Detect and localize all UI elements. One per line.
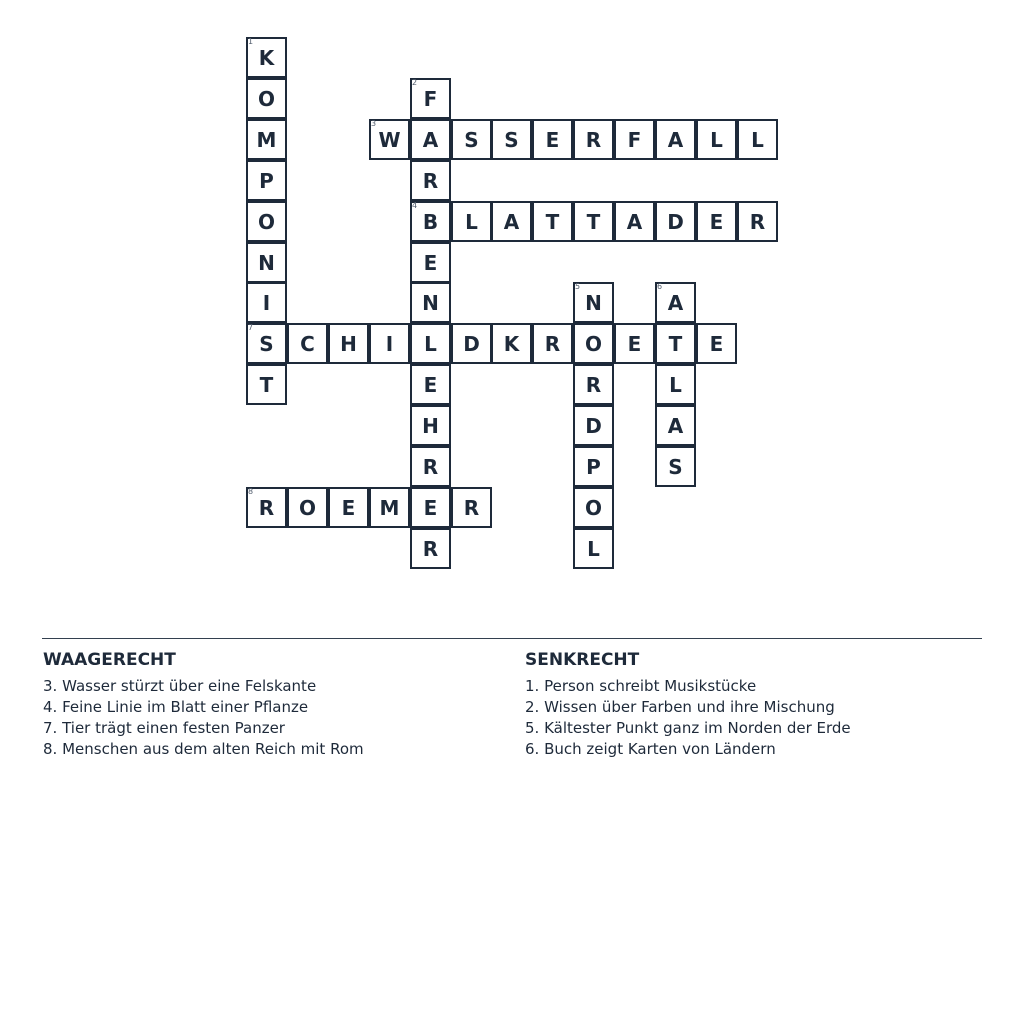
grid-cell-r7-c9[interactable]: E — [614, 323, 655, 364]
grid-cell-r2-c6[interactable]: S — [491, 119, 532, 160]
grid-cell-r4-c8[interactable]: T — [573, 201, 614, 242]
clue-down-6: 6. Buch zeigt Karten von Ländern — [525, 740, 776, 758]
grid-cell-r2-c3[interactable]: W — [369, 119, 410, 160]
grid-cell-r9-c8[interactable]: D — [573, 405, 614, 446]
clue-down-5: 5. Kältester Punkt ganz im Norden der Erde — [525, 719, 851, 737]
down-clues — [525, 650, 851, 760]
grid-cell-r10-c8[interactable]: P — [573, 446, 614, 487]
divider — [42, 638, 982, 639]
grid-cell-r4-c10[interactable]: D — [655, 201, 696, 242]
clue-number-1: 1 — [248, 37, 254, 46]
grid-cell-r4-c5[interactable]: L — [451, 201, 492, 242]
grid-cell-r4-c12[interactable]: R — [737, 201, 778, 242]
grid-cell-r11-c1[interactable]: O — [287, 487, 328, 528]
grid-cell-r7-c6[interactable]: K — [491, 323, 532, 364]
grid-cell-r5-c0[interactable]: N — [246, 242, 287, 283]
clue-across-3: 3. Wasser stürzt über eine Felskante — [43, 677, 317, 695]
clue-number-5: 5 — [575, 282, 581, 291]
clue-number-4: 4 — [412, 201, 418, 210]
clue-number-7: 7 — [248, 323, 254, 332]
clue-across-8: 8. Menschen aus dem alten Reich mit Rom — [43, 740, 364, 758]
grid-cell-r11-c5[interactable]: R — [451, 487, 492, 528]
grid-cell-r6-c8[interactable]: N — [573, 282, 614, 323]
grid-cell-r7-c7[interactable]: R — [532, 323, 573, 364]
grid-cell-r11-c3[interactable]: M — [369, 487, 410, 528]
grid-cell-r7-c10[interactable]: T — [655, 323, 696, 364]
clue-number-3: 3 — [371, 119, 377, 128]
grid-cell-r7-c11[interactable]: E — [696, 323, 737, 364]
grid-cell-r11-c0[interactable]: R — [246, 487, 287, 528]
grid-cell-r9-c4[interactable]: H — [410, 405, 451, 446]
clue-down-1: 1. Person schreibt Musikstücke — [525, 677, 757, 695]
grid-cell-r1-c0[interactable]: O — [246, 78, 287, 119]
grid-cell-r3-c0[interactable]: P — [246, 160, 287, 201]
clue-down-2: 2. Wissen über Farben und ihre Mischung — [525, 698, 835, 716]
grid-cell-r2-c12[interactable]: L — [737, 119, 778, 160]
grid-cell-r5-c4[interactable]: E — [410, 242, 451, 283]
grid-cell-r7-c8[interactable]: O — [573, 323, 614, 364]
grid-cell-r2-c11[interactable]: L — [696, 119, 737, 160]
clue-number-6: 6 — [657, 282, 663, 291]
grid-cell-r7-c0[interactable]: S — [246, 323, 287, 364]
grid-cell-r2-c5[interactable]: S — [451, 119, 492, 160]
grid-cell-r2-c7[interactable]: E — [532, 119, 573, 160]
grid-cell-r2-c4[interactable]: A — [410, 119, 451, 160]
grid-cell-r0-c0[interactable]: K — [246, 37, 287, 78]
grid-cell-r12-c8[interactable]: L — [573, 528, 614, 569]
across-heading: WAAGERECHT — [43, 650, 176, 670]
grid-cell-r10-c4[interactable]: R — [410, 446, 451, 487]
clue-number-2: 2 — [412, 78, 418, 87]
clue-number-8: 8 — [248, 487, 254, 496]
grid-cell-r7-c1[interactable]: C — [287, 323, 328, 364]
grid-cell-r2-c9[interactable]: F — [614, 119, 655, 160]
grid-cell-r10-c10[interactable]: S — [655, 446, 696, 487]
grid-cell-r6-c10[interactable]: A — [655, 282, 696, 323]
grid-cell-r8-c8[interactable]: R — [573, 364, 614, 405]
grid-cell-r11-c2[interactable]: E — [328, 487, 369, 528]
grid-cell-r4-c11[interactable]: E — [696, 201, 737, 242]
grid-cell-r12-c4[interactable]: R — [410, 528, 451, 569]
grid-cell-r8-c10[interactable]: L — [655, 364, 696, 405]
grid-cell-r4-c6[interactable]: A — [491, 201, 532, 242]
grid-cell-r9-c10[interactable]: A — [655, 405, 696, 446]
grid-cell-r6-c4[interactable]: N — [410, 282, 451, 323]
down-heading: SENKRECHT — [525, 650, 640, 670]
grid-cell-r1-c4[interactable]: F — [410, 78, 451, 119]
clue-across-7: 7. Tier trägt einen festen Panzer — [43, 719, 285, 737]
grid-cell-r8-c4[interactable]: E — [410, 364, 451, 405]
grid-cell-r4-c9[interactable]: A — [614, 201, 655, 242]
grid-cell-r7-c3[interactable]: I — [369, 323, 410, 364]
grid-cell-r2-c10[interactable]: A — [655, 119, 696, 160]
grid-cell-r2-c0[interactable]: M — [246, 119, 287, 160]
grid-cell-r4-c7[interactable]: T — [532, 201, 573, 242]
grid-cell-r11-c4[interactable]: E — [410, 487, 451, 528]
grid-cell-r7-c2[interactable]: H — [328, 323, 369, 364]
clue-across-4: 4. Feine Linie im Blatt einer Pflanze — [43, 698, 309, 716]
grid-cell-r8-c0[interactable]: T — [246, 364, 287, 405]
grid-cell-r3-c4[interactable]: R — [410, 160, 451, 201]
grid-cell-r7-c4[interactable]: L — [410, 323, 451, 364]
grid-cell-r2-c8[interactable]: R — [573, 119, 614, 160]
grid-cell-r11-c8[interactable]: O — [573, 487, 614, 528]
grid-cell-r7-c5[interactable]: D — [451, 323, 492, 364]
grid-cell-r4-c0[interactable]: O — [246, 201, 287, 242]
across-clues — [43, 650, 364, 760]
grid-cell-r6-c0[interactable]: I — [246, 282, 287, 323]
grid-cell-r4-c4[interactable]: B — [410, 201, 451, 242]
